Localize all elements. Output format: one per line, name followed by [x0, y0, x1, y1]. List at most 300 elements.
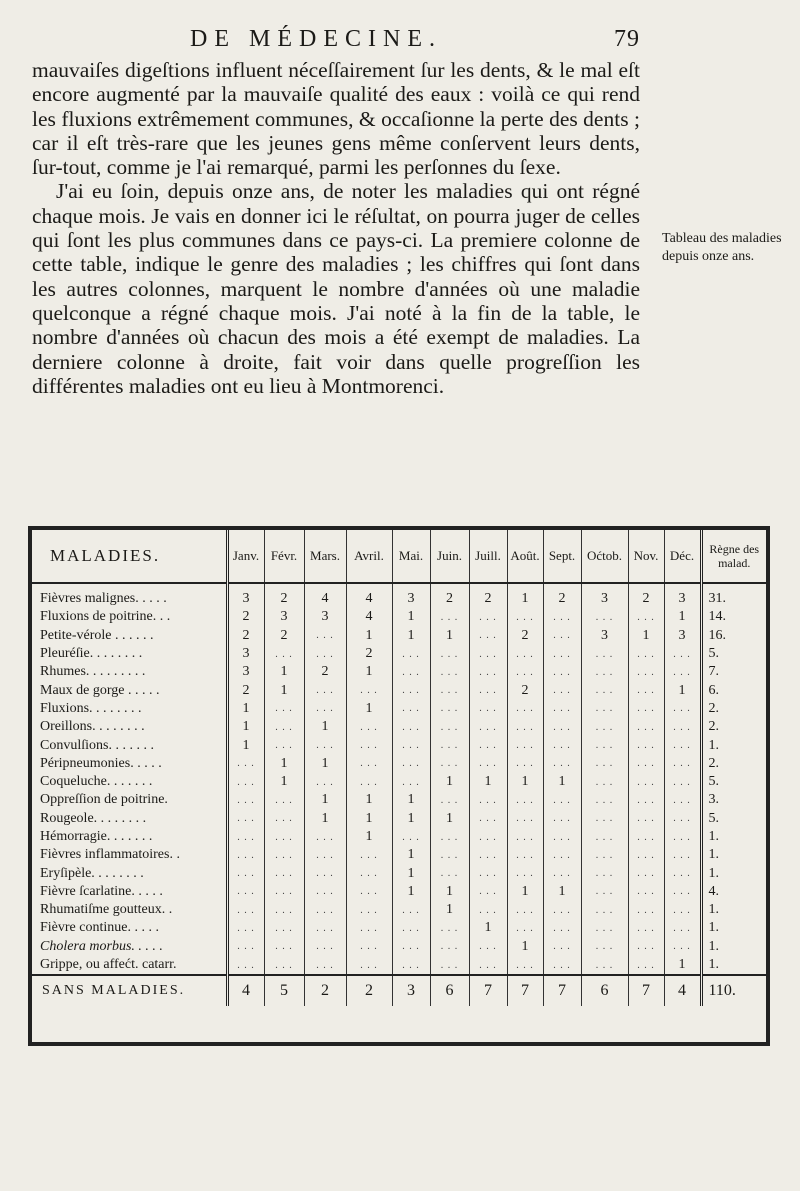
empty-cell: . . .: [628, 919, 664, 937]
month-header: Févr.: [264, 530, 304, 583]
empty-cell: . . .: [469, 700, 507, 718]
empty-cell: . . .: [581, 883, 628, 901]
empty-cell: . . .: [392, 919, 430, 937]
month-count: 2: [227, 681, 264, 699]
empty-cell: . . .: [628, 718, 664, 736]
row-total: 7.: [708, 664, 719, 680]
disease-name: Péripneumonies. . . . .: [32, 755, 227, 773]
month-count: 1: [543, 883, 581, 901]
month-count: 1: [346, 791, 392, 809]
page-number: 79: [614, 26, 640, 52]
month-count: 1: [507, 883, 543, 901]
empty-cell: . . .: [264, 864, 304, 882]
empty-cell: . . .: [581, 938, 628, 956]
month-count: 2: [543, 583, 581, 608]
healthy-count: 5: [264, 975, 304, 1006]
empty-cell: . . .: [469, 627, 507, 645]
empty-cell: . . .: [227, 810, 264, 828]
row-total: 1.: [708, 920, 719, 936]
healthy-count: 6: [430, 975, 469, 1006]
month-header: Sept.: [543, 530, 581, 583]
empty-cell: . . .: [304, 864, 346, 882]
empty-cell: . . .: [664, 810, 701, 828]
disease-name: Convulſions. . . . . . .: [32, 736, 227, 754]
table-header-row: [32, 530, 766, 583]
empty-cell: . . .: [392, 718, 430, 736]
empty-cell: . . .: [346, 736, 392, 754]
month-count: 2: [264, 583, 304, 608]
disease-name: Coqueluche. . . . . . .: [32, 773, 227, 791]
month-count: 1: [664, 956, 701, 975]
month-count: 1: [264, 681, 304, 699]
healthy-count: 2: [346, 975, 392, 1006]
empty-cell: . . .: [346, 864, 392, 882]
disease-name: Fièvres malignes. . . . .: [32, 583, 227, 608]
month-count: 1: [392, 791, 430, 809]
empty-cell: . . .: [469, 828, 507, 846]
empty-cell: . . .: [392, 700, 430, 718]
month-count: 3: [227, 583, 264, 608]
empty-cell: . . .: [264, 791, 304, 809]
row-total: 2.: [708, 700, 719, 716]
month-count: 2: [628, 583, 664, 608]
month-count: 2: [507, 681, 543, 699]
row-total: 14.: [708, 609, 726, 625]
empty-cell: . . .: [304, 700, 346, 718]
empty-cell: . . .: [469, 755, 507, 773]
empty-cell: . . .: [469, 608, 507, 626]
empty-cell: . . .: [392, 736, 430, 754]
empty-cell: . . .: [264, 736, 304, 754]
empty-cell: . . .: [430, 828, 469, 846]
sans-maladies-total: 110.: [701, 975, 766, 1006]
empty-cell: . . .: [430, 846, 469, 864]
month-count: 1: [264, 663, 304, 681]
empty-cell: . . .: [543, 810, 581, 828]
month-count: 1: [304, 718, 346, 736]
empty-cell: . . .: [543, 956, 581, 975]
table-row: [32, 828, 766, 846]
row-total: 1.: [708, 847, 719, 863]
disease-name: Fluxions de poitrine. . .: [32, 608, 227, 626]
month-count: 1: [346, 627, 392, 645]
disease-name: Maux de gorge . . . . .: [32, 681, 227, 699]
empty-cell: . . .: [264, 956, 304, 975]
empty-cell: . . .: [507, 700, 543, 718]
empty-cell: . . .: [543, 864, 581, 882]
paragraph-1: mauvaiſes digeſtions influent néceſſairement ſur les dents, & le mal eſt encore augmenté par la mauvaiſe qualité des eaux : voilà ce qui rend les fluxions extrêmement communes, & occaſionne la perte des dents ; car il eſt très-rare que les jeunes gens même conſervent leurs dents, ſur-tout, comme je l'ai remarqué, parmi les perſonnes du ſexe.: [32, 58, 640, 180]
empty-cell: . . .: [430, 718, 469, 736]
empty-cell: . . .: [346, 919, 392, 937]
empty-cell: . . .: [581, 791, 628, 809]
empty-cell: . . .: [227, 755, 264, 773]
disease-name: Fièvre continue. . . . .: [32, 919, 227, 937]
disease-name: Fluxions. . . . . . . .: [32, 700, 227, 718]
running-title: DE MÉDECINE.: [190, 26, 442, 52]
month-count: 1: [507, 583, 543, 608]
month-count: 1: [507, 773, 543, 791]
empty-cell: . . .: [628, 608, 664, 626]
month-count: 1: [430, 883, 469, 901]
empty-cell: . . .: [264, 846, 304, 864]
month-count: 1: [430, 901, 469, 919]
empty-cell: . . .: [507, 608, 543, 626]
empty-cell: . . .: [304, 901, 346, 919]
empty-cell: . . .: [543, 901, 581, 919]
month-count: 4: [346, 583, 392, 608]
month-count: 1: [664, 608, 701, 626]
empty-cell: . . .: [664, 718, 701, 736]
empty-cell: . . .: [543, 645, 581, 663]
empty-cell: . . .: [304, 883, 346, 901]
empty-cell: . . .: [507, 864, 543, 882]
empty-cell: . . .: [227, 956, 264, 975]
table-row: [32, 901, 766, 919]
empty-cell: . . .: [543, 846, 581, 864]
month-count: 1: [227, 736, 264, 754]
row-total: 1.: [708, 938, 719, 954]
row-total: 16.: [708, 627, 726, 643]
month-count: 2: [264, 627, 304, 645]
month-header: Avril.: [346, 530, 392, 583]
table-row: [32, 700, 766, 718]
empty-cell: . . .: [264, 810, 304, 828]
table-row: [32, 645, 766, 663]
table-body: [32, 583, 766, 1006]
empty-cell: . . .: [628, 755, 664, 773]
row-total: 1.: [708, 737, 719, 753]
empty-cell: . . .: [469, 938, 507, 956]
empty-cell: . . .: [543, 828, 581, 846]
empty-cell: . . .: [581, 773, 628, 791]
empty-cell: . . .: [543, 919, 581, 937]
empty-cell: . . .: [628, 901, 664, 919]
empty-cell: . . .: [469, 681, 507, 699]
disease-table: [32, 530, 766, 1006]
month-count: 1: [264, 773, 304, 791]
empty-cell: . . .: [264, 938, 304, 956]
empty-cell: . . .: [304, 938, 346, 956]
empty-cell: . . .: [507, 846, 543, 864]
maladies-header: MALADIES.: [32, 530, 227, 583]
disease-name: Oreillons. . . . . . . .: [32, 718, 227, 736]
empty-cell: . . .: [304, 956, 346, 975]
empty-cell: . . .: [581, 956, 628, 975]
empty-cell: . . .: [469, 736, 507, 754]
empty-cell: . . .: [628, 883, 664, 901]
month-count: 1: [392, 883, 430, 901]
empty-cell: . . .: [581, 608, 628, 626]
month-count: 2: [469, 583, 507, 608]
table-row: [32, 736, 766, 754]
empty-cell: . . .: [628, 681, 664, 699]
month-count: 2: [346, 645, 392, 663]
table-row: [32, 663, 766, 681]
disease-name: Cholera morbus. . . . .: [32, 938, 227, 956]
healthy-count: 7: [628, 975, 664, 1006]
month-count: 2: [304, 663, 346, 681]
empty-cell: . . .: [469, 645, 507, 663]
sans-maladies-row: [32, 975, 766, 1006]
month-count: 1: [392, 810, 430, 828]
empty-cell: . . .: [543, 681, 581, 699]
disease-name: Pleuréſie. . . . . . . .: [32, 645, 227, 663]
row-total: 1.: [708, 865, 719, 881]
empty-cell: . . .: [543, 700, 581, 718]
empty-cell: . . .: [264, 901, 304, 919]
empty-cell: . . .: [227, 938, 264, 956]
empty-cell: . . .: [304, 846, 346, 864]
empty-cell: . . .: [227, 846, 264, 864]
empty-cell: . . .: [628, 864, 664, 882]
empty-cell: . . .: [664, 645, 701, 663]
empty-cell: . . .: [507, 828, 543, 846]
empty-cell: . . .: [430, 864, 469, 882]
empty-cell: . . .: [430, 755, 469, 773]
disease-name: Fièvres inflammatoires. .: [32, 846, 227, 864]
empty-cell: . . .: [392, 663, 430, 681]
table-row: [32, 755, 766, 773]
empty-cell: . . .: [628, 956, 664, 975]
empty-cell: . . .: [581, 919, 628, 937]
row-total: 2.: [708, 719, 719, 735]
row-total: 1.: [708, 902, 719, 918]
empty-cell: . . .: [581, 736, 628, 754]
empty-cell: . . .: [543, 663, 581, 681]
month-count: 1: [543, 773, 581, 791]
empty-cell: . . .: [664, 846, 701, 864]
month-count: 3: [581, 583, 628, 608]
disease-name: Rhumes. . . . . . . . .: [32, 663, 227, 681]
table-row: [32, 681, 766, 699]
month-count: 1: [264, 755, 304, 773]
empty-cell: . . .: [543, 736, 581, 754]
empty-cell: . . .: [469, 864, 507, 882]
month-header: Mai.: [392, 530, 430, 583]
month-count: 2: [430, 583, 469, 608]
month-count: 1: [227, 700, 264, 718]
empty-cell: . . .: [628, 846, 664, 864]
empty-cell: . . .: [469, 810, 507, 828]
month-count: 3: [664, 627, 701, 645]
empty-cell: . . .: [469, 956, 507, 975]
table-row: [32, 883, 766, 901]
empty-cell: . . .: [264, 919, 304, 937]
month-count: 1: [507, 938, 543, 956]
month-count: 3: [664, 583, 701, 608]
empty-cell: . . .: [304, 919, 346, 937]
healthy-count: 7: [469, 975, 507, 1006]
empty-cell: . . .: [430, 681, 469, 699]
empty-cell: . . .: [581, 864, 628, 882]
month-count: 3: [227, 663, 264, 681]
empty-cell: . . .: [304, 773, 346, 791]
empty-cell: . . .: [227, 883, 264, 901]
empty-cell: . . .: [628, 810, 664, 828]
empty-cell: . . .: [346, 773, 392, 791]
table-row: [32, 791, 766, 809]
empty-cell: . . .: [304, 681, 346, 699]
empty-cell: . . .: [664, 901, 701, 919]
empty-cell: . . .: [543, 627, 581, 645]
empty-cell: . . .: [507, 718, 543, 736]
empty-cell: . . .: [304, 736, 346, 754]
month-count: 4: [346, 608, 392, 626]
row-total: 5.: [708, 810, 719, 826]
disease-name: Rhumatiſme goutteux. .: [32, 901, 227, 919]
empty-cell: . . .: [543, 608, 581, 626]
row-total: 6.: [708, 682, 719, 698]
empty-cell: . . .: [392, 645, 430, 663]
empty-cell: . . .: [664, 700, 701, 718]
body-text: [32, 58, 640, 398]
empty-cell: . . .: [628, 700, 664, 718]
empty-cell: . . .: [507, 736, 543, 754]
table-row: [32, 956, 766, 975]
empty-cell: . . .: [264, 883, 304, 901]
empty-cell: . . .: [430, 791, 469, 809]
empty-cell: . . .: [392, 938, 430, 956]
empty-cell: . . .: [664, 773, 701, 791]
empty-cell: . . .: [430, 938, 469, 956]
total-header: Règne des malad.: [701, 530, 766, 583]
table-row: [32, 846, 766, 864]
healthy-count: 4: [664, 975, 701, 1006]
empty-cell: . . .: [664, 864, 701, 882]
empty-cell: . . .: [392, 901, 430, 919]
empty-cell: . . .: [664, 883, 701, 901]
table-row: [32, 583, 766, 608]
empty-cell: . . .: [227, 791, 264, 809]
empty-cell: . . .: [469, 883, 507, 901]
row-total: 3.: [708, 792, 719, 808]
empty-cell: . . .: [628, 828, 664, 846]
healthy-count: 2: [304, 975, 346, 1006]
empty-cell: . . .: [543, 938, 581, 956]
table-row: [32, 608, 766, 626]
empty-cell: . . .: [227, 828, 264, 846]
healthy-count: 7: [543, 975, 581, 1006]
disease-name: Grippe, ou affećt. catarr.: [32, 956, 227, 975]
empty-cell: . . .: [430, 608, 469, 626]
empty-cell: . . .: [507, 901, 543, 919]
month-count: 1: [430, 627, 469, 645]
row-total: 5.: [708, 646, 719, 662]
empty-cell: . . .: [227, 864, 264, 882]
disease-name: Fièvre ſcarlatine. . . . .: [32, 883, 227, 901]
empty-cell: . . .: [543, 755, 581, 773]
month-count: 3: [264, 608, 304, 626]
running-head: [190, 26, 640, 53]
healthy-count: 6: [581, 975, 628, 1006]
table-row: [32, 718, 766, 736]
month-count: 3: [392, 583, 430, 608]
empty-cell: . . .: [581, 755, 628, 773]
healthy-count: 3: [392, 975, 430, 1006]
empty-cell: . . .: [581, 901, 628, 919]
paragraph-2: J'ai eu ſoin, depuis onze ans, de noter les maladies qui ont régné chaque mois. Je vais en donner ici le réſultat, on pourra juger de celles qui ſont les plus communes dans ce pays-ci. La premiere colonne de cette table, indique le genre des maladies ; les chiffres qui ſont dans les autres colonnes, marquent le nombre d'années où une maladie quelconque a régné chaque mois. J'ai noté à la fin de la table, le nombre d'années où chacun des mois a été exempt de maladies. La derniere colonne à droite, fait voir dans quelle progreſſion les différentes maladies ont eu lieu à Montmorenci.: [32, 179, 640, 398]
empty-cell: . . .: [628, 645, 664, 663]
month-count: 1: [304, 810, 346, 828]
empty-cell: . . .: [581, 718, 628, 736]
month-header: Janv.: [227, 530, 264, 583]
month-count: 1: [346, 828, 392, 846]
row-total: 1.: [708, 957, 719, 973]
month-count: 1: [304, 755, 346, 773]
month-header: Mars.: [304, 530, 346, 583]
table-row: [32, 919, 766, 937]
empty-cell: . . .: [227, 919, 264, 937]
empty-cell: . . .: [664, 828, 701, 846]
empty-cell: . . .: [507, 956, 543, 975]
empty-cell: . . .: [430, 645, 469, 663]
month-count: 1: [664, 681, 701, 699]
month-count: 1: [392, 864, 430, 882]
empty-cell: . . .: [507, 645, 543, 663]
month-count: 3: [581, 627, 628, 645]
month-count: 1: [346, 663, 392, 681]
table-row: [32, 773, 766, 791]
empty-cell: . . .: [264, 700, 304, 718]
empty-cell: . . .: [304, 627, 346, 645]
month-count: 1: [346, 810, 392, 828]
empty-cell: . . .: [581, 663, 628, 681]
month-header: Oćtob.: [581, 530, 628, 583]
month-count: 1: [430, 773, 469, 791]
empty-cell: . . .: [392, 755, 430, 773]
empty-cell: . . .: [507, 663, 543, 681]
row-total: 1.: [708, 829, 719, 844]
table-row: [32, 938, 766, 956]
empty-cell: . . .: [581, 700, 628, 718]
empty-cell: . . .: [346, 956, 392, 975]
empty-cell: . . .: [664, 663, 701, 681]
month-count: 1: [346, 700, 392, 718]
month-count: 1: [392, 846, 430, 864]
empty-cell: . . .: [346, 883, 392, 901]
healthy-count: 7: [507, 975, 543, 1006]
month-count: 1: [469, 919, 507, 937]
empty-cell: . . .: [628, 773, 664, 791]
disease-name: Rougeole. . . . . . . .: [32, 810, 227, 828]
empty-cell: . . .: [346, 718, 392, 736]
month-count: 1: [469, 773, 507, 791]
margin-note: Tableau des maladies depuis onze ans.: [662, 231, 782, 264]
empty-cell: . . .: [664, 919, 701, 937]
empty-cell: . . .: [664, 755, 701, 773]
healthy-count: 4: [227, 975, 264, 1006]
empty-cell: . . .: [628, 938, 664, 956]
empty-cell: . . .: [430, 736, 469, 754]
empty-cell: . . .: [628, 736, 664, 754]
empty-cell: . . .: [507, 755, 543, 773]
month-count: 1: [227, 718, 264, 736]
empty-cell: . . .: [543, 718, 581, 736]
month-count: 2: [227, 627, 264, 645]
empty-cell: . . .: [346, 681, 392, 699]
empty-cell: . . .: [507, 791, 543, 809]
empty-cell: . . .: [392, 828, 430, 846]
empty-cell: . . .: [346, 901, 392, 919]
disease-name: Hémorragie. . . . . . .: [32, 828, 227, 846]
empty-cell: . . .: [392, 956, 430, 975]
month-header: Juin.: [430, 530, 469, 583]
month-count: 1: [304, 791, 346, 809]
month-header: Déc.: [664, 530, 701, 583]
month-header: Août.: [507, 530, 543, 583]
table-row: [32, 864, 766, 882]
empty-cell: . . .: [469, 901, 507, 919]
